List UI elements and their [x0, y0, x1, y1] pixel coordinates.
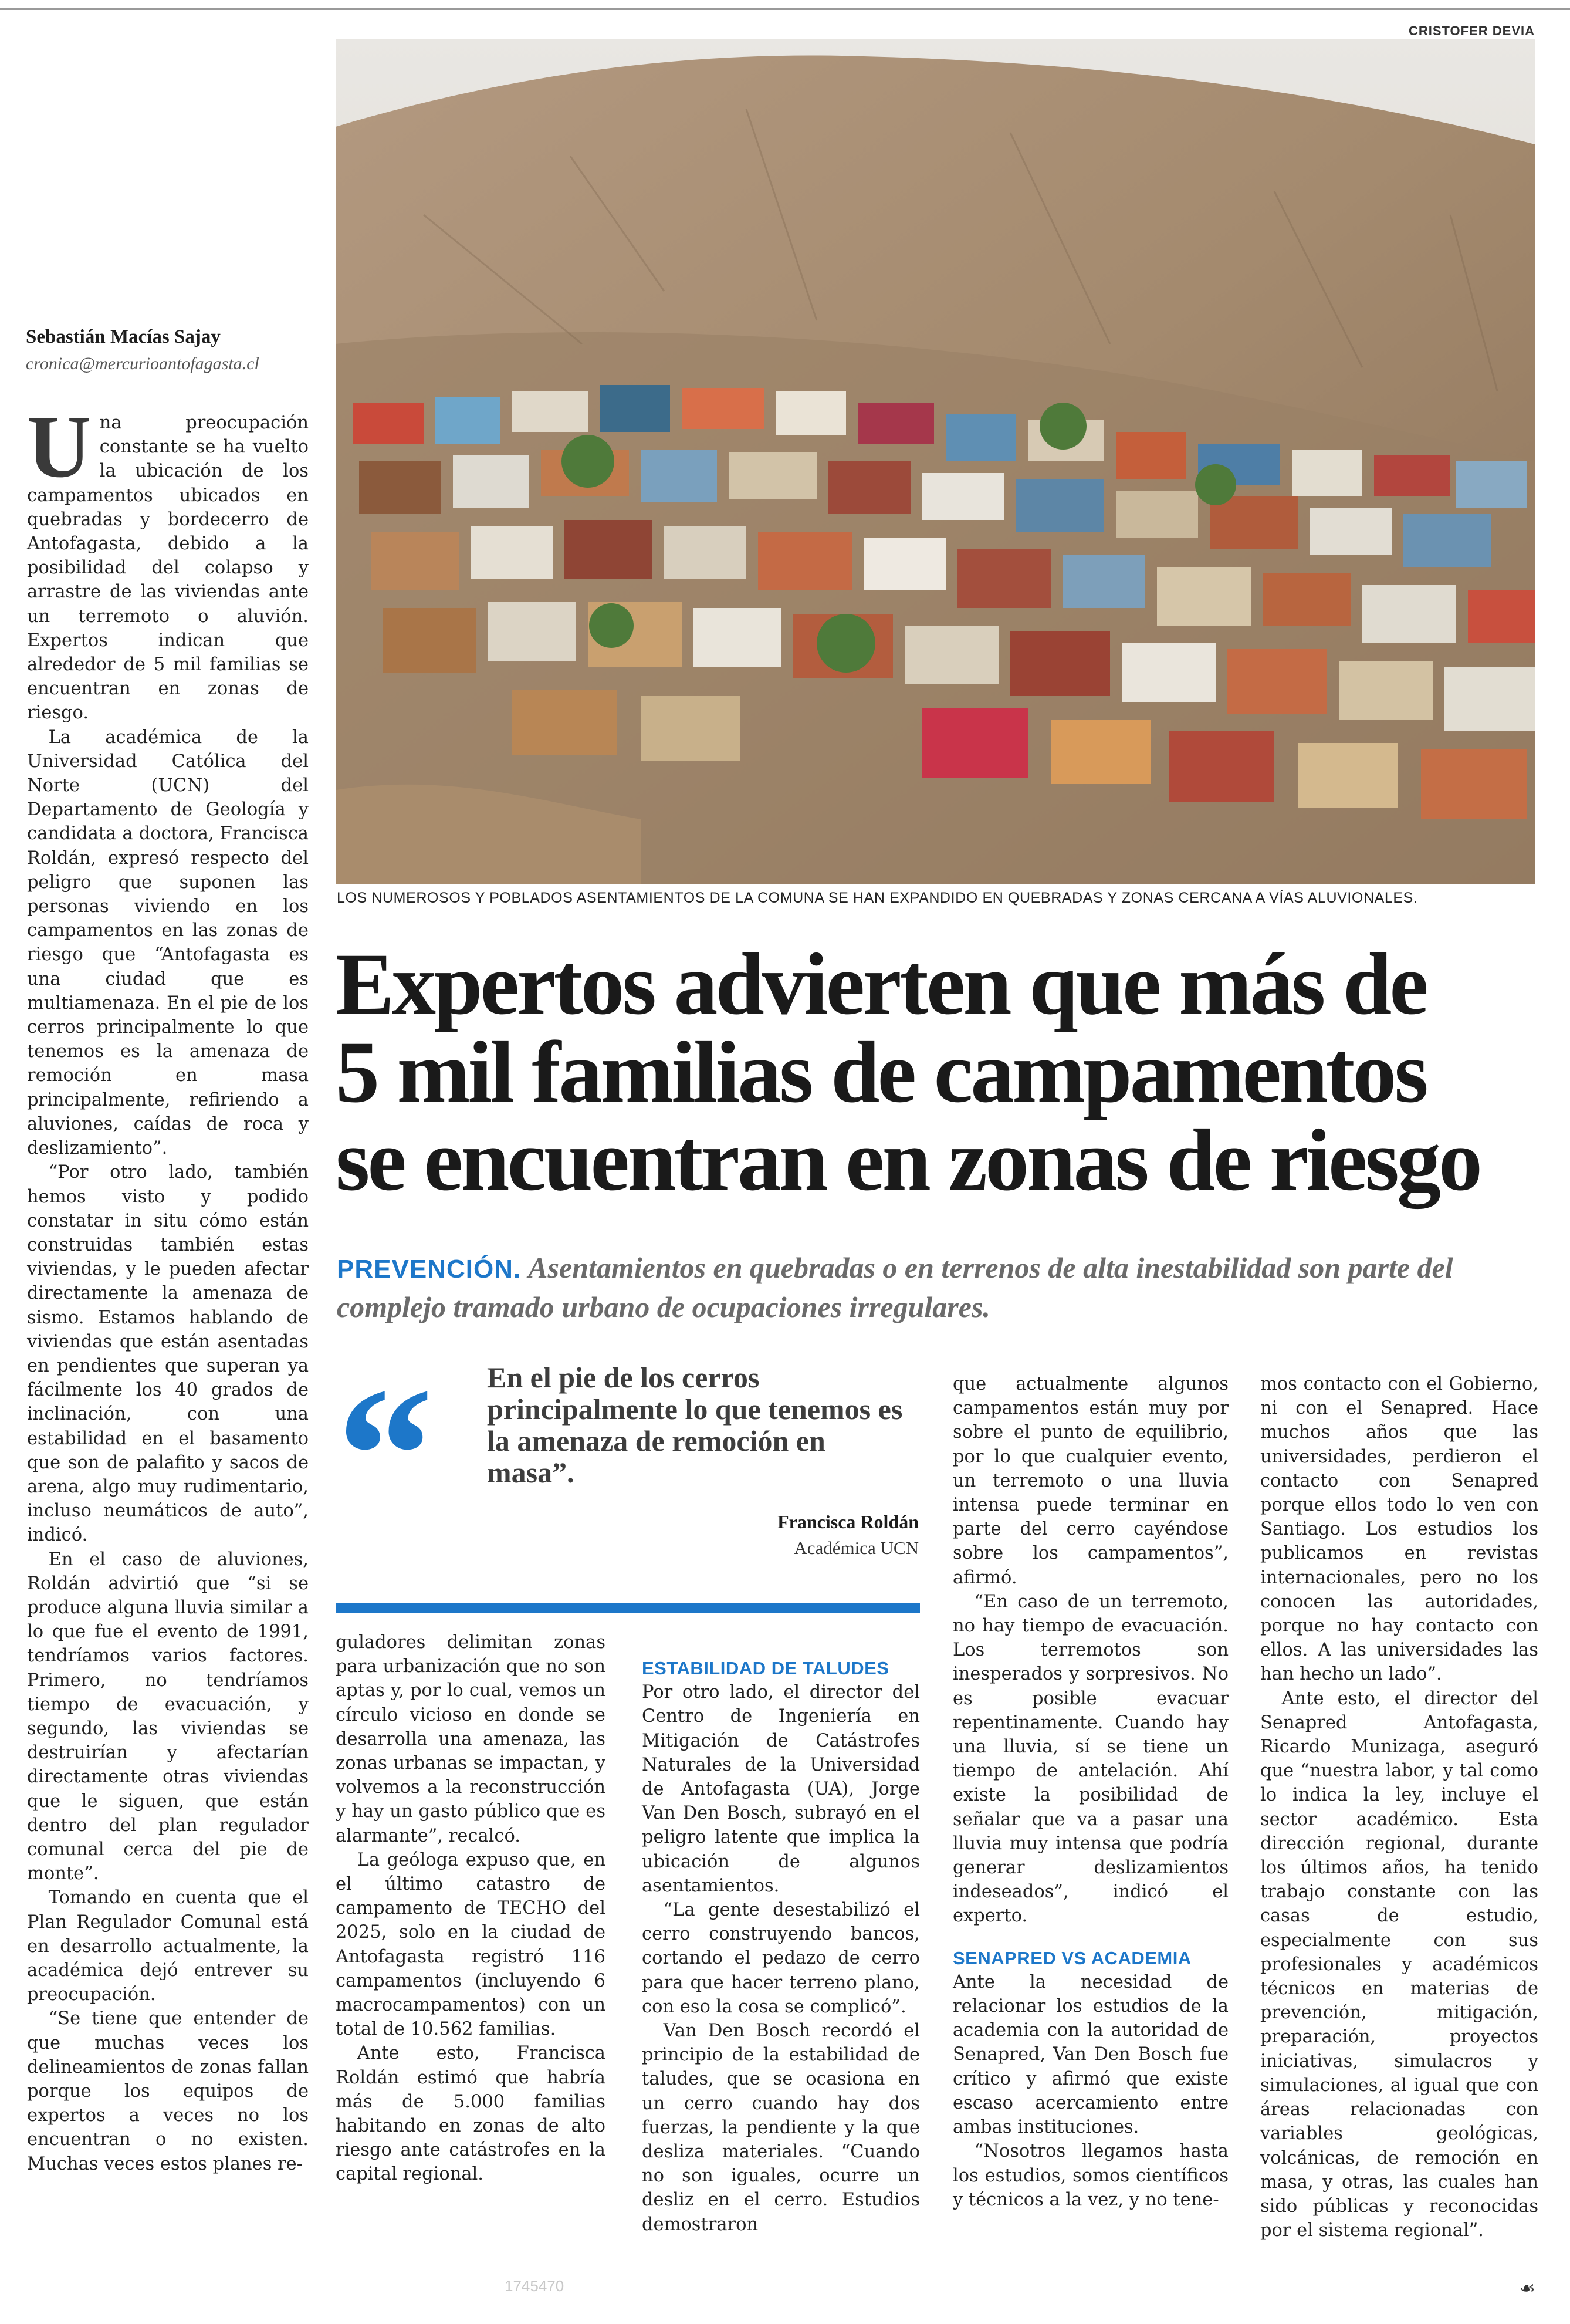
- page-mark: 1745470: [505, 2277, 564, 2295]
- deck-kicker: PREVENCIÓN.: [337, 1255, 522, 1283]
- paragraph: Ante la necesidad de relacionar los estudios de la academia con la autoridad de Senapred, Van Den Bosch fue crítico y afirmó que existe escaso acercamiento entre ambas instituciones.: [953, 1971, 1229, 2138]
- paragraph: “La gente desestabilizó el cerro construyendo bancos, cortando el pedazo de cerro para que hacer terreno plano, con eso la cosa se complicó”.: [642, 1900, 920, 2017]
- pull-quote-role: Académica UCN: [794, 1538, 919, 1558]
- byline-email[interactable]: cronica@mercurioantofagasta.cl: [26, 354, 259, 373]
- article-column-4: [953, 1372, 1229, 2212]
- paragraph: mos contacto con el Gobierno, ni con el Senapred. Hace muchos años que las universidades, perdieron el contacto con Senapred porque ellos todo lo ven con Santiago. Los estudios los publicamos en revistas internacionales, pero no los conocen las autoridades, porque no hay contacto con ellos. A las universidades las han hecho un lado”.: [1260, 1374, 1538, 1685]
- paragraph: “Nosotros llegamos hasta los estudios, somos científicos y técnicos a la vez, y no tene-: [953, 2141, 1229, 2210]
- pull-quote-rule: [336, 1603, 920, 1613]
- byline-author: Sebastián Macías Sajay: [26, 326, 221, 347]
- headline-line-1: Expertos advierten que más de: [336, 935, 1426, 1033]
- photo-credit: CRISTOFER DEVIA: [1408, 23, 1535, 38]
- paragraph: “Se tiene que entender de que muchas veces los delineamientos de zonas fallan porque los equipos de expertos a veces no los encuentran o no existen. Muchas veces estos planes re-: [27, 2008, 309, 2174]
- paragraph: guladores delimitan zonas para urbanización que no son aptas y, por lo cual, vemos un círculo vicioso en donde se desarrolla una amenaza, las zonas urbanas se impactan, y volvemos a la reconstrucción y hay un gasto público que es alarmante”, recalcó.: [336, 1632, 605, 1846]
- headline-line-3: se encuentran en zonas de riesgo: [336, 1112, 1480, 1209]
- paragraph: Ante esto, Francisca Roldán estimó que habría más de 5.000 familias habitando en zonas de alto riesgo ante catástrofes en la capital regional.: [336, 2043, 605, 2185]
- paragraph: “Por otro lado, también hemos visto y podido constatar in situ cómo están construidas también estas viviendas, y le pueden afectar directamente la amenaza de sismo. Estamos hablando de viviendas que están asentadas en pendientes que superan ya fácilmente los 40 grados de inclinación, con una estabilidad en el basamento que son de palafito y sacos de arena, algo muy rudimentario, incluso neumáticos de auto”, indicó.: [27, 1162, 309, 1546]
- pull-quote-author: Francisca Roldán: [777, 1511, 919, 1532]
- paragraph: Por otro lado, el director del Centro de Ingeniería en Mitigación de Catástrofes Naturales de la Universidad de Antofagasta (UA), Jorge Van Den Bosch, subrayó en el peligro latente que implica la ubicación de algunos asentamientos.: [642, 1682, 920, 1896]
- headline-line-2: 5 mil familias de campamentos: [336, 1023, 1426, 1121]
- pull-quote-text: En el pie de los cerros principalmente lo que tenemos es la amenaza de remoción en masa”.: [487, 1361, 903, 1489]
- headline: [336, 935, 1544, 1209]
- article-column-3: [642, 1656, 920, 2237]
- top-rule: [0, 8, 1570, 10]
- paragraph: Van Den Bosch recordó el principio de la estabilidad de taludes, que se ocasiona en un cerro cuando hay dos fuerzas, la pendiente y la que desliza materiales. “Cuando no son iguales, ocurre un desliz en el cerro. Estudios demostraron: [642, 2021, 920, 2235]
- deck-text: Asentamientos en quebradas o en terrenos de alta inestabilidad son parte del complejo tramado urbano de ocupaciones irregulares.: [337, 1251, 1453, 1323]
- byline: [26, 326, 307, 374]
- paragraph: La geóloga expuso que, en el último catastro de campamento de TECHO del 2025, solo en la ciudad de Antofagasta registró 116 campamentos (incluyendo 6 macrocampamentos) con un total de 10.562 familias.: [336, 1849, 605, 2040]
- paragraph: Ante esto, el director del Senapred Antofagasta, Ricardo Munizaga, aseguró que “nuestra labor, y tal como lo indica la ley, incluye el sector académico. Esta dirección regional, durante los últimos años, ha tenido trabajo constante con las casas de estudio, especialmente con sus profesionales y académicos técnicos en materias de prevención, mitigación, preparación, proyectos iniciativas, simulacros y simulaciones, al igual que con áreas relacionadas con variables geológicas, volcánicas, de remoción en masa, y otras, las cuales han sido públicas y reconocidas por el sistema regional”.: [1260, 1688, 1538, 2241]
- subhead-estabilidad: ESTABILIDAD DE TALUDES: [642, 1658, 889, 1678]
- deck: [337, 1249, 1534, 1326]
- subhead-senapred: SENAPRED VS ACADEMIA: [953, 1947, 1192, 1968]
- drop-cap: U: [27, 397, 92, 496]
- paragraph: En el caso de aluviones, Roldán advirtió que “si se produce alguna lluvia similar a lo que fue el evento de 1991, tendríamos varios factores. Primero, no tendríamos tiempo de evacuación, y segundo, las viviendas se destruirían y afectarían directamente otras viviendas que le siguen, que están dentro del plan regulador comunal cerca del pie de monte”.: [27, 1549, 309, 1884]
- paragraph: “En caso de un terremoto, no hay tiempo de evacuación. Los terremotos son inesperados y sorpresivos. No es posible evacuar repentinamente. Cuando hay una lluvia, sí se tiene un tiempo de antelación. Ahí existe la posibilidad de señalar que va a pasar una lluvia muy intensa que podría generar deslizamientos indeseados”, indicó el experto.: [953, 1591, 1229, 1927]
- photo-illustration: [336, 39, 1535, 884]
- article-column-2: [336, 1630, 605, 2187]
- paragraph: Una preocupación constante se ha vuelto la ubicación de los campamentos ubicados en quebradas y bordecerro de Antofagasta, debido a la posibilidad del colapso y arrastre de las viviendas ante un terremoto o aluvión. Expertos indican que alrededor de 5 mil familias se encuentran en zonas de riesgo.: [27, 397, 309, 724]
- paragraph: que actualmente algunos campamentos están muy por sobre el punto de equilibrio, por lo que cualquier evento, un terremoto o una lluvia intensa puede terminar en parte del cerro cayéndose sobre los campamentos”, afirmó.: [953, 1374, 1229, 1588]
- paragraph: Tomando en cuenta que el Plan Regulador Comunal está en desarrollo actualmente, la académica dejó entrever su preocupación.: [27, 1887, 309, 2005]
- end-of-article-icon: ☙: [1520, 2278, 1535, 2299]
- quote-mark-icon: “: [337, 1348, 434, 1562]
- paragraph: La académica de la Universidad Católica del Norte (UCN) del Departamento de Geología y candidata a doctora, Francisca Roldán, expresó respecto del peligro que suponen las personas viviendo en los campamentos en las zonas de riesgo que “Antofagasta es una ciudad que es multiamenaza. En el pie de los cerros principalmente lo que tenemos es la amenaza de remoción en masa principalmente, refiriendo a aluviones, caídas de roca y deslizamiento”.: [27, 727, 309, 1159]
- hillside-settlement-photo: [336, 39, 1535, 884]
- article-column-1: [27, 397, 309, 2176]
- photo-caption: LOS NUMEROSOS Y POBLADOS ASENTAMIENTOS DE LA COMUNA SE HAN EXPANDIDO EN QUEBRADAS Y ZONAS CERCANA A VÍAS ALUVIONALES.: [337, 890, 1418, 906]
- article-column-5: [1260, 1372, 1538, 2242]
